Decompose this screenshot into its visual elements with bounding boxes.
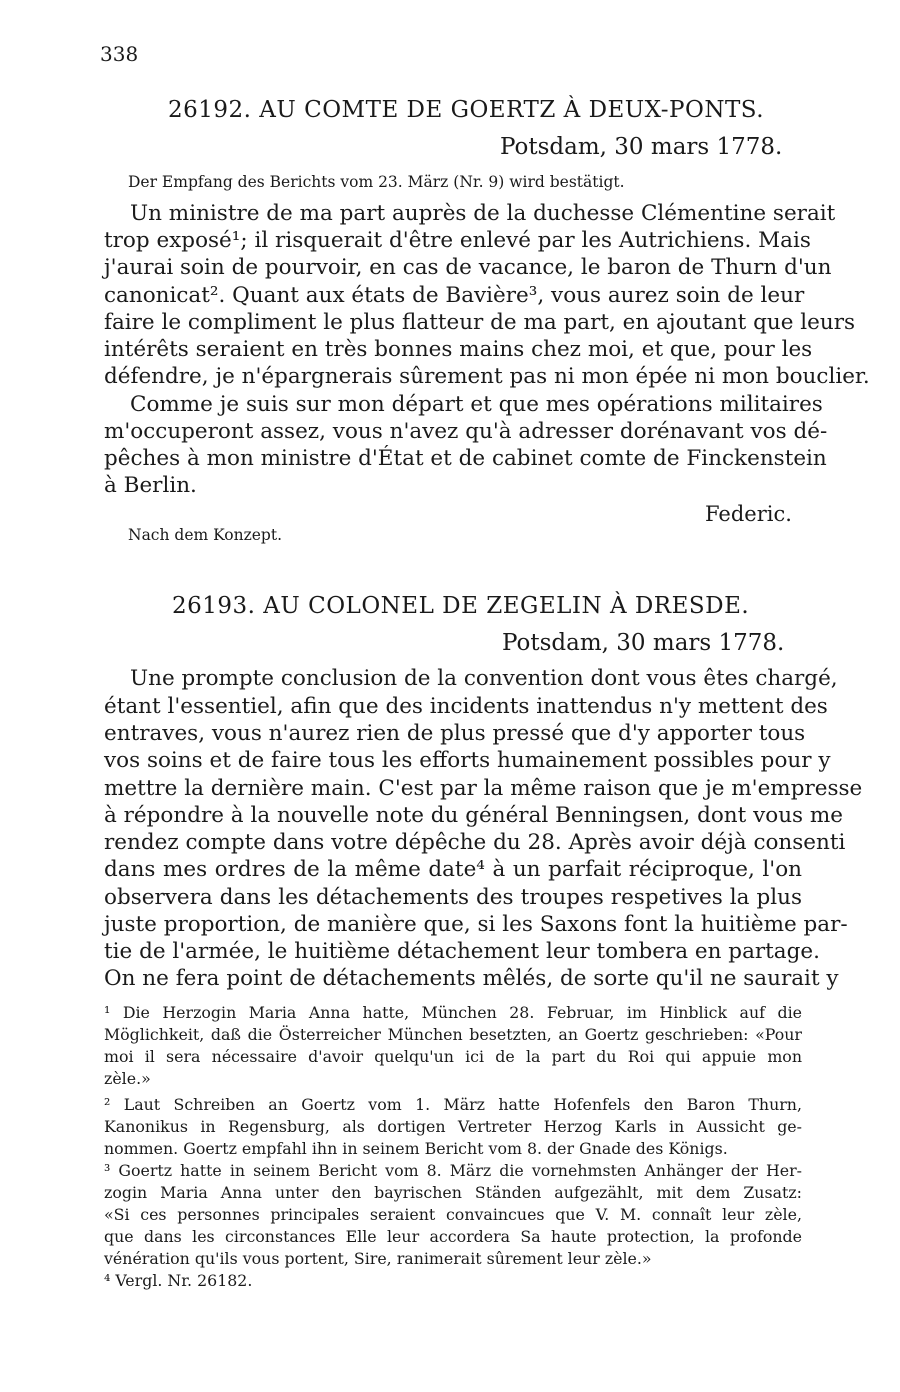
letter-1-line: m'occuperont assez, vous n'avez qu'à adresser dorénavant vos dé- bbox=[104, 419, 828, 444]
letter-1-dateline: Potsdam, 30 mars 1778. bbox=[500, 134, 783, 160]
footnote-line: zèle.» bbox=[104, 1069, 151, 1088]
letter-1-heading: 26192. AU COMTE DE GOERTZ À DEUX-PONTS. bbox=[168, 97, 765, 123]
letter-1-line: intérêts seraient en très bonnes mains chez moi, et que, pour les bbox=[104, 337, 813, 362]
footnote-line: «Si ces personnes principales seraient convaincues que V. M. connaît leur zèle, bbox=[104, 1205, 802, 1224]
letter-2-line: dans mes ordres de la même date⁴ à un parfait réciproque, l'on bbox=[104, 857, 802, 882]
letter-2-line: mettre la dernière main. C'est par la même raison que je m'empresse bbox=[104, 776, 863, 801]
letter-2-line: juste proportion, de manière que, si les Saxons font la huitième par- bbox=[104, 912, 848, 937]
letter-1-regest: Der Empfang des Berichts vom 23. März (Nr. 9) wird bestätigt. bbox=[128, 173, 625, 191]
footnote-line: nommen. Goertz empfahl ihn in seinem Bericht vom 8. der Gnade des Königs. bbox=[104, 1139, 728, 1158]
footnote-line: ⁴ Vergl. Nr. 26182. bbox=[104, 1271, 253, 1290]
letter-2-line: observera dans les détachements des troupes respetives la plus bbox=[104, 885, 802, 910]
letter-2-line: On ne fera point de détachements mêlés, de sorte qu'il ne saurait y bbox=[104, 966, 839, 991]
footnote-line: Möglichkeit, daß die Österreicher München besetzten, an Goertz geschrieben: «Pour bbox=[104, 1025, 802, 1044]
letter-1-line: à Berlin. bbox=[104, 473, 197, 498]
letter-1-line: faire le compliment le plus flatteur de ma part, en ajoutant que leurs bbox=[104, 310, 856, 335]
letter-2-heading: 26193. AU COLONEL DE ZEGELIN À DRESDE. bbox=[172, 593, 750, 619]
letter-1-line: trop exposé¹; il risquerait d'être enlevé par les Autrichiens. Mais bbox=[104, 228, 811, 253]
letter-2-line: étant l'essentiel, afin que des incidents inattendus n'y mettent des bbox=[104, 694, 828, 719]
source-note: Nach dem Konzept. bbox=[128, 526, 283, 544]
footnote-line: ³ Goertz hatte in seinem Bericht vom 8. März die vornehmsten Anhänger der Her- bbox=[104, 1161, 802, 1180]
footnote-line: vénération qu'ils vous portent, Sire, ranimerait sûrement leur zèle.» bbox=[104, 1249, 652, 1268]
letter-2-dateline: Potsdam, 30 mars 1778. bbox=[502, 630, 785, 656]
letter-2-line: entraves, vous n'aurez rien de plus pressé que d'y apporter tous bbox=[104, 721, 806, 746]
letter-2-line: à répondre à la nouvelle note du général Benningsen, dont vous me bbox=[104, 803, 844, 828]
footnote-line: moi il sera nécessaire d'avoir quelqu'un ici de la part du Roi qui appuie mon bbox=[104, 1047, 802, 1066]
signature: Federic. bbox=[705, 502, 792, 526]
footnote-line: Kanonikus in Regensburg, als dortigen Vertreter Herzog Karls in Aussicht ge- bbox=[104, 1117, 802, 1136]
letter-1-line: pêches à mon ministre d'État et de cabinet comte de Finckenstein bbox=[104, 446, 827, 471]
letter-1-line: Un ministre de ma part auprès de la duchesse Clémentine serait bbox=[130, 201, 836, 226]
letter-1-line: Comme je suis sur mon départ et que mes opérations militaires bbox=[130, 392, 823, 417]
letter-1-line: canonicat². Quant aux états de Bavière³, vous aurez soin de leur bbox=[104, 283, 805, 308]
footnote-line: ² Laut Schreiben an Goertz vom 1. März hatte Hofenfels den Baron Thurn, bbox=[104, 1095, 802, 1114]
letter-1-line: j'aurai soin de pourvoir, en cas de vacance, le baron de Thurn d'un bbox=[104, 255, 832, 280]
footnote-line: ¹ Die Herzogin Maria Anna hatte, München 28. Februar, im Hinblick auf die bbox=[104, 1003, 802, 1022]
page-number: 338 bbox=[100, 42, 139, 66]
letter-2-line: vos soins et de faire tous les efforts humainement possibles pour y bbox=[104, 748, 831, 773]
letter-2-line: Une prompte conclusion de la convention dont vous êtes chargé, bbox=[130, 666, 838, 691]
footnote-line: zogin Maria Anna unter den bayrischen Ständen aufgezählt, mit dem Zusatz: bbox=[104, 1183, 802, 1202]
letter-2-line: rendez compte dans votre dépêche du 28. Après avoir déjà consenti bbox=[104, 830, 846, 855]
footnote-line: que dans les circonstances Elle leur accordera Sa haute protection, la profonde bbox=[104, 1227, 802, 1246]
letter-1-line: défendre, je n'épargnerais sûrement pas ni mon épée ni mon bouclier. bbox=[104, 364, 870, 389]
letter-2-line: tie de l'armée, le huitième détachement leur tombera en partage. bbox=[104, 939, 820, 964]
